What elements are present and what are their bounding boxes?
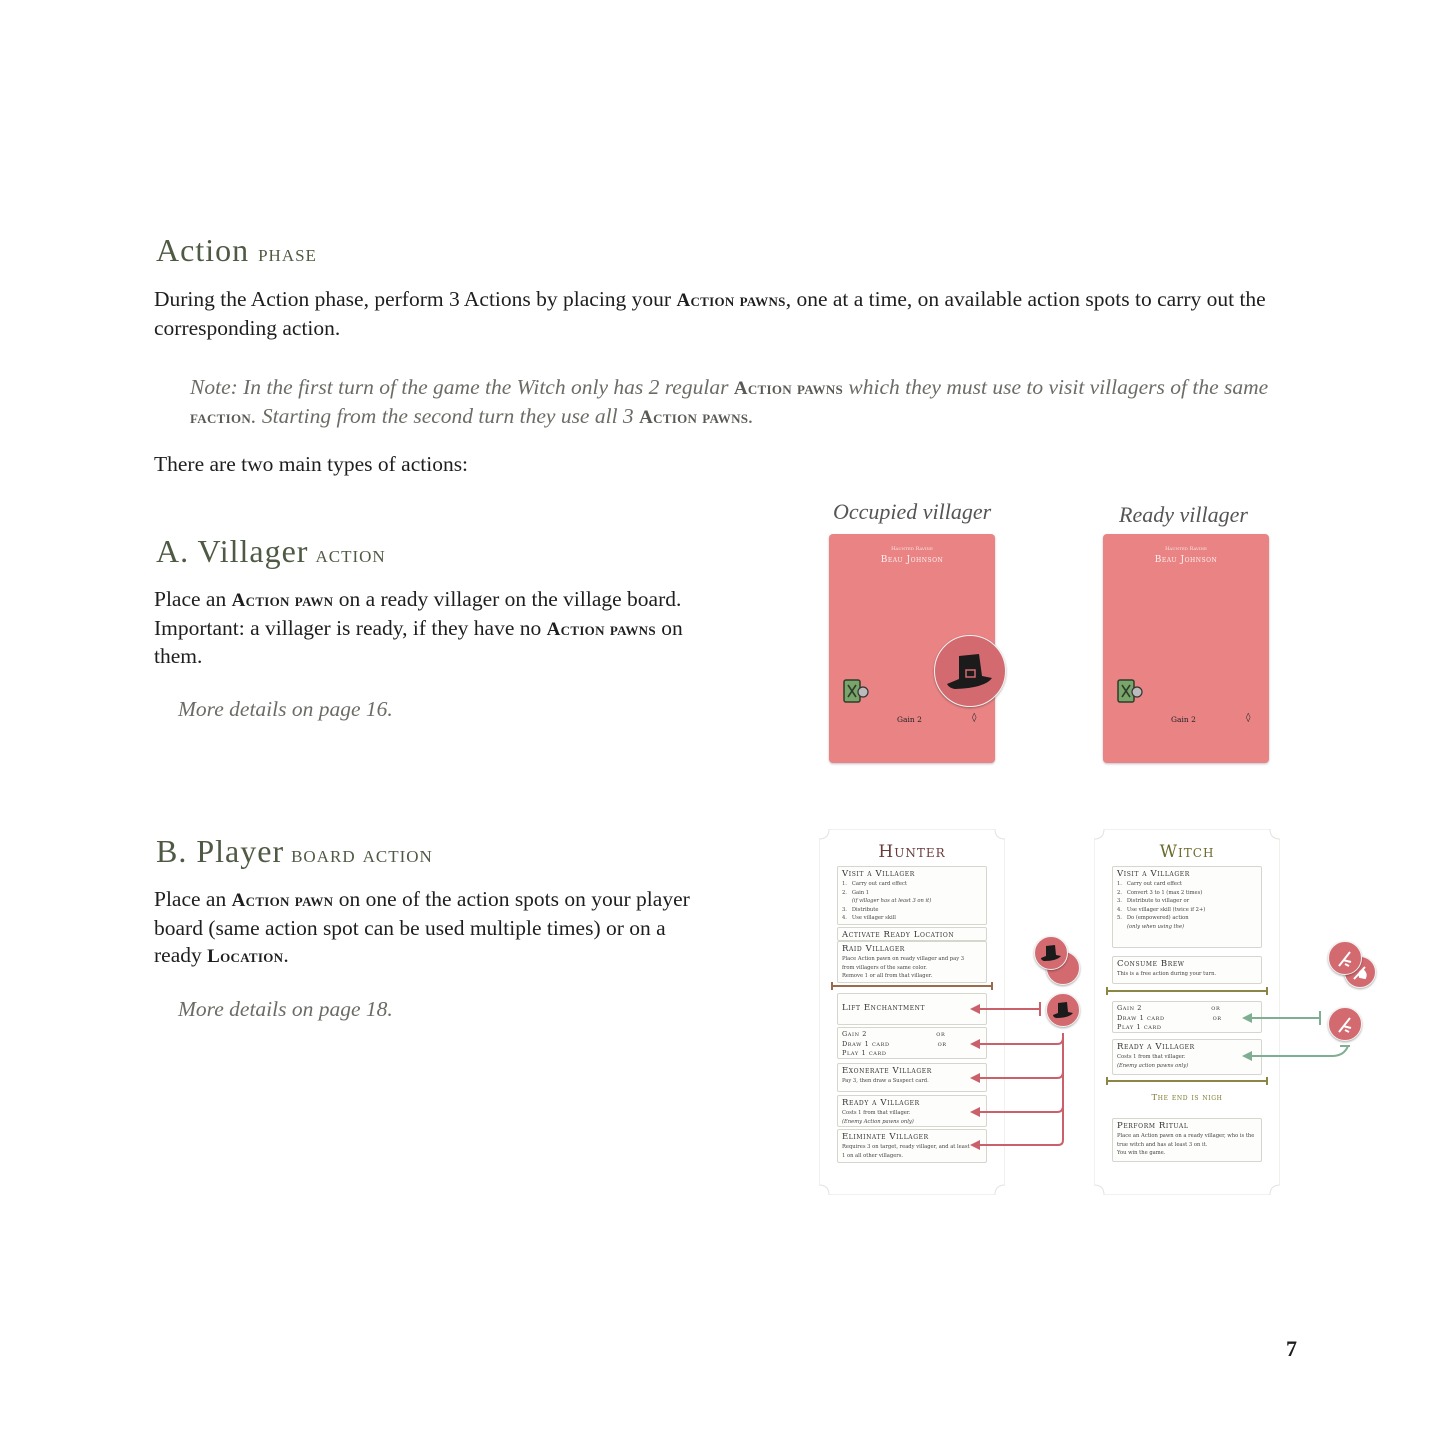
action-line: 4. Use villager skill: [842, 915, 896, 922]
action-line: Remove 1 or all from that villager.: [842, 973, 933, 980]
card-level-icon: ◊: [972, 713, 977, 723]
hunter-board-title: Hunter: [878, 842, 946, 862]
section-b-text: Place an Action pawn on one of the action spots on your player board (same action spot can be used multiple times) or on a ready Location.: [154, 887, 690, 967]
action-line: Pay 3, then draw a Suspect card.: [842, 1078, 929, 1084]
term-action-pawns: Action pawns: [676, 290, 786, 311]
action-line: Place an Action pawn on a ready villager, who is the: [1117, 1133, 1255, 1139]
action-title: Exonerate Villager: [842, 1066, 932, 1076]
action-title: Lift Enchantment: [842, 1003, 926, 1013]
action-line: 3. Distribute: [842, 906, 879, 913]
action-spot-consume-brew[interactable]: [1112, 956, 1262, 984]
action-line: Draw 1 card or: [842, 1039, 947, 1048]
action-line: Play 1 card: [842, 1049, 887, 1057]
broom-icon: [1329, 1008, 1361, 1040]
villager-card-occupied: [829, 534, 995, 763]
types-line: There are two main types of actions:: [154, 452, 469, 476]
action-line: true witch and has at least 3 on it.: [1117, 1141, 1208, 1148]
section-a-title: A. Villager action: [156, 533, 386, 569]
action-spot-activate-location[interactable]: [837, 927, 987, 941]
section-b-more-link: More details on page 18.: [178, 997, 393, 1021]
action-line: (Enemy Action pawns only): [842, 1118, 914, 1125]
action-title: Eliminate Villager: [842, 1132, 929, 1142]
action-pawn-hat: [934, 635, 1006, 707]
card-subtitle: Haunted Ravine: [891, 546, 933, 552]
action-spot-perform-ritual[interactable]: [1112, 1118, 1262, 1162]
action-line: Draw 1 card or: [1117, 1013, 1222, 1022]
note-paragraph: Note: In the first turn of the game the Witch only has 2 regular Action pawns which they must use to visit villagers of the same faction. Starting from the second turn they use all 3 Action pawns.: [190, 375, 1269, 428]
witch-pawn-on-spot: [1328, 1007, 1362, 1041]
action-title: Raid Villager: [842, 944, 905, 954]
arrow-to-eliminate-villager: [978, 1033, 1063, 1145]
action-spot-visit-villager[interactable]: [1112, 866, 1262, 948]
action-spot-visit-villager[interactable]: [837, 866, 987, 925]
card-gain-text: Gain 2: [897, 715, 922, 724]
card-subtitle: Haunted Ravine: [1165, 546, 1207, 552]
caption-ready: Ready villager: [1119, 502, 1248, 527]
action-spot-raid-villager[interactable]: [837, 941, 987, 983]
card-level-icon: ◊: [1246, 713, 1251, 723]
action-line: (Enemy action pawns only): [1117, 1062, 1189, 1069]
action-line: 5. Do (empowered) action: [1117, 915, 1189, 922]
arrow-to-ready-villager: [1252, 1046, 1348, 1056]
card-gain-text: Gain 2: [1171, 715, 1196, 724]
intro-paragraph: During the Action phase, perform 3 Actions by placing your Action pawns, one at a time, on available action spots to carry out the corresponding action.: [154, 287, 1266, 340]
action-line: (only when using the): [1127, 923, 1185, 930]
action-line: You win the game.: [1117, 1150, 1166, 1157]
page-number: 7: [1286, 1336, 1297, 1361]
hat-icon: [935, 636, 1005, 706]
arrow-to-gain-draw-play: [978, 1038, 1063, 1044]
broom-icon: [1329, 942, 1361, 974]
action-line: 2. Gain 1: [842, 889, 870, 896]
action-line: Place Action pawn on ready villager and pay 3: [842, 956, 965, 962]
card-name: Beau Johnson: [880, 555, 944, 565]
witch-board-title: Witch: [1159, 842, 1215, 862]
section-title: Action phase: [156, 232, 317, 268]
card-resource-icon: [1117, 679, 1143, 709]
board-divider: [1106, 990, 1268, 992]
hunter-pawn-on-spot: [1046, 993, 1080, 1027]
action-title: Visit a Villager: [1117, 869, 1190, 879]
action-line: Costs 1 from that villager.: [842, 1110, 911, 1116]
arrow-to-ready-villager: [978, 1106, 1063, 1112]
action-title: Ready a Villager: [1117, 1042, 1195, 1052]
section-a-text: Place an Action pawn on a ready villager on the village board. Important: a villager is ready, if they have no Action pawns on them.: [154, 587, 683, 668]
action-line: Gain 2 or: [842, 1030, 946, 1038]
board-divider: [831, 985, 993, 987]
action-line: (if villager has at least 3 on it): [842, 898, 932, 905]
board-divider: [1106, 1080, 1268, 1082]
arrow-to-exonerate-villager: [978, 1072, 1063, 1078]
action-line: 4. Use villager skill (twice if 2+): [1117, 906, 1206, 913]
action-line: 3. Distribute to villager or: [1117, 898, 1190, 905]
action-line: This is a free action during your turn.: [1117, 971, 1217, 977]
action-line: 1. Carry out card effect: [1117, 881, 1182, 887]
witch-pawn: [1328, 941, 1362, 975]
action-line: 1. Carry out card effect: [842, 881, 907, 887]
caption-occupied: Occupied villager: [833, 499, 992, 524]
action-title: Activate Ready Location: [842, 930, 955, 940]
section-b-title: B. Player board action: [156, 833, 433, 869]
section-a-more-link: More details on page 16.: [178, 697, 393, 721]
action-title: Ready a Villager: [842, 1098, 920, 1108]
action-title: Perform Ritual: [1117, 1121, 1189, 1131]
action-line: Gain 2 or: [1117, 1004, 1221, 1012]
hat-icon: [1047, 994, 1079, 1026]
hat-icon: [1035, 937, 1067, 969]
card-resource-icon: [843, 679, 869, 709]
action-title: Consume Brew: [1117, 959, 1185, 969]
hunter-pawn: [1034, 936, 1068, 970]
action-line: 1 on all other villagers.: [842, 1152, 904, 1159]
action-line: Costs 1 from that villager.: [1117, 1054, 1186, 1060]
villager-card-ready: [1103, 534, 1269, 763]
action-line: from villagers of the same color.: [842, 964, 927, 971]
action-line: 2. Convert 3 to 1 (max 2 times): [1117, 889, 1203, 896]
end-is-nigh-label: The end is nigh: [1151, 1093, 1223, 1103]
card-name: Beau Johnson: [1154, 555, 1218, 565]
action-line: Play 1 card: [1117, 1023, 1162, 1031]
action-line: Requires 3 on target, ready villager, and at least: [842, 1144, 970, 1150]
action-title: Visit a Villager: [842, 869, 915, 879]
